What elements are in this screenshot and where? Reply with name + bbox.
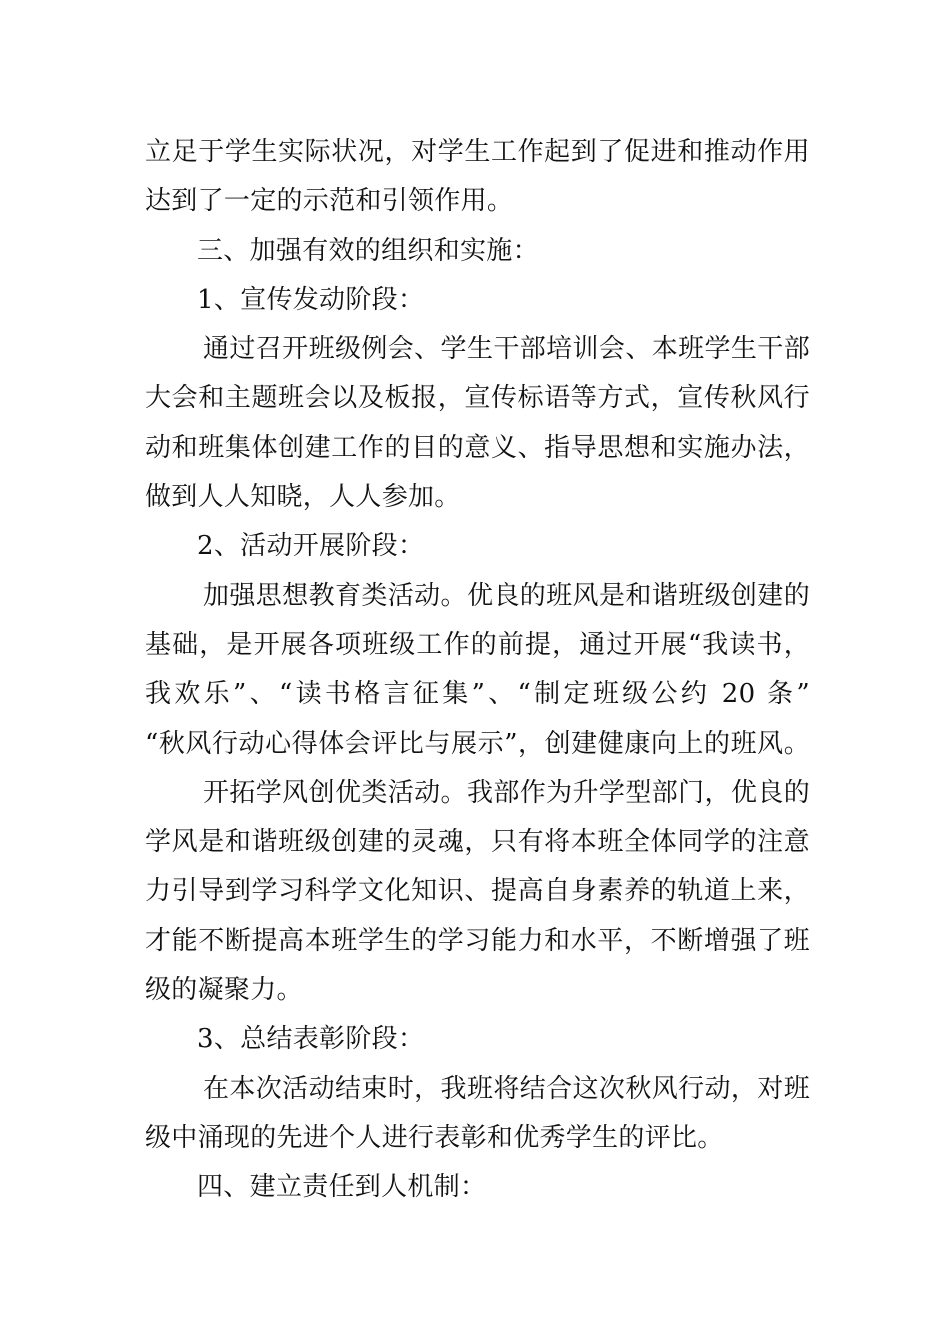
body-line: 级的凝聚力。 [145, 975, 303, 1006]
paragraph-first-line: 加强思想教育类活动。优良的班风是和谐班级创建的 [203, 580, 810, 611]
body-line: 学风是和谐班级创建的灵魂，只有将本班全体同学的注意 [145, 827, 810, 858]
body-line: 达到了一定的示范和引领作用。 [145, 186, 514, 217]
section-heading: 三、加强有效的组织和实施： [197, 235, 539, 266]
paragraph-first-line: 在本次活动结束时，我班将结合这次秋风行动，对班 [203, 1073, 810, 1104]
body-line: 动和班集体创建工作的目的意义、指导思想和实施办法， [145, 432, 810, 463]
body-line: 级中涌现的先进个人进行表彰和优秀学生的评比。 [145, 1122, 724, 1153]
body-line: 才能不断提高本班学生的学习能力和水平，不断增强了班 [145, 925, 810, 956]
document-body [145, 128, 810, 1213]
body-line: 做到人人知晓，人人参加。 [145, 482, 461, 513]
section-heading: 四、建立责任到人机制： [197, 1172, 487, 1203]
body-line: 力引导到学习科学文化知识、提高自身素养的轨道上来， [145, 876, 810, 907]
paragraph-first-line: 开拓学风创优类活动。我部作为升学型部门，优良的 [203, 777, 810, 808]
body-line: 大会和主题班会以及板报，宣传标语等方式，宣传秋风行 [145, 383, 810, 414]
body-line: 基础，是开展各项班级工作的前提，通过开展“我读书， [145, 629, 810, 660]
paragraph-first-line: 通过召开班级例会、学生干部培训会、本班学生干部 [203, 334, 810, 365]
body-line: “秋风行动心得体会评比与展示”，创建健康向上的班风。 [145, 728, 810, 759]
body-line: 我欢乐”、“读书格言征集”、“制定班级公约 20 条” [145, 679, 810, 710]
subsection-heading: 2、活动开展阶段： [197, 531, 425, 562]
subsection-heading: 3、总结表彰阶段： [197, 1024, 425, 1055]
subsection-heading: 1、宣传发动阶段： [197, 284, 425, 315]
body-line: 立足于学生实际状况，对学生工作起到了促进和推动作用 [145, 137, 810, 167]
